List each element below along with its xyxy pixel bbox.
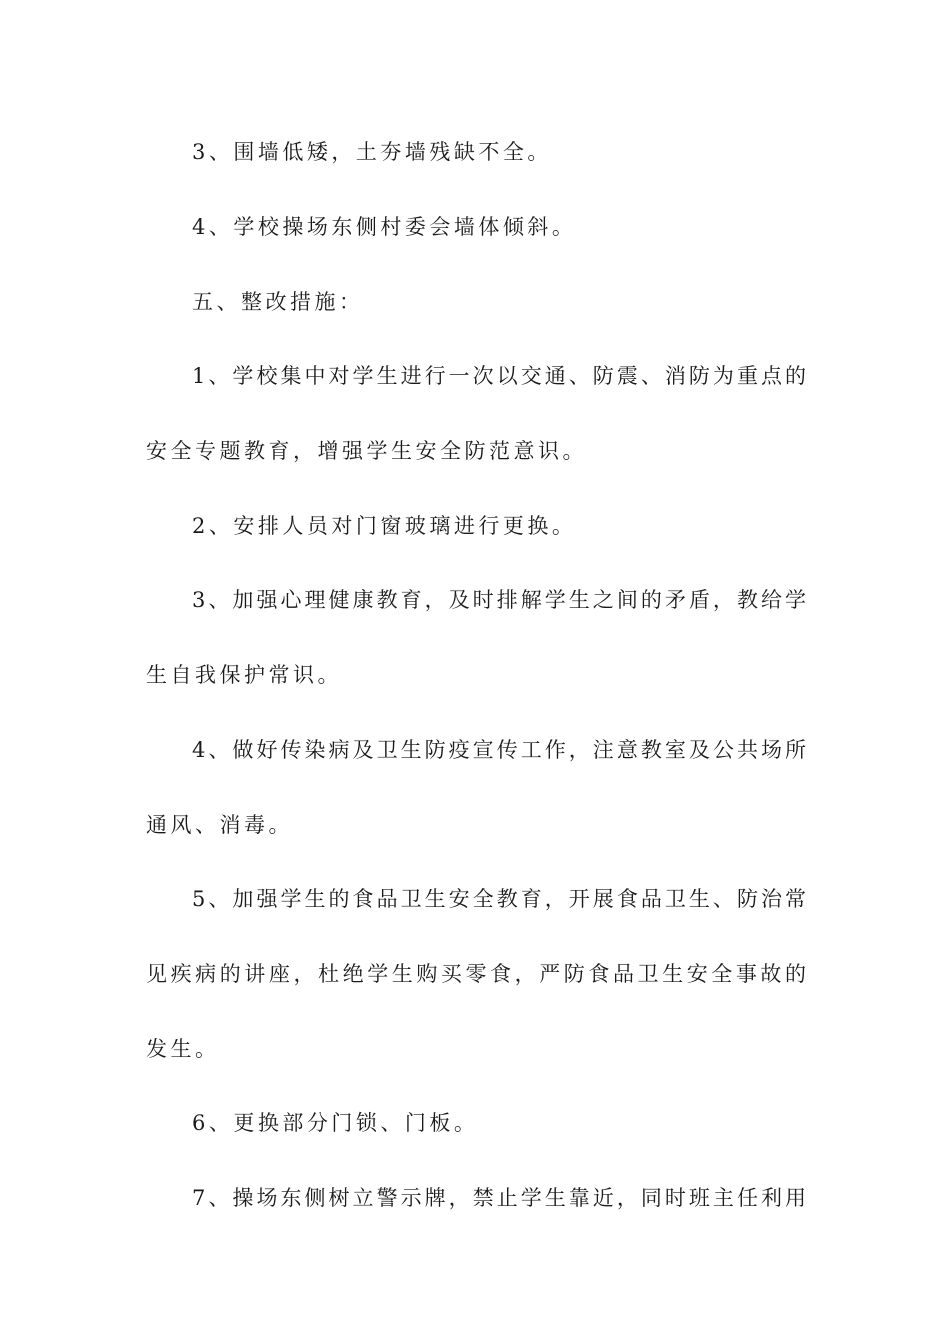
paragraph-line: 2、安排人员对门窗玻璃进行更换。 [192, 514, 577, 538]
paragraph-line: 5、加强学生的食品卫生安全教育，开展食品卫生、防治常 [192, 887, 806, 911]
paragraph-line: 通风、消毒。 [146, 813, 293, 837]
paragraph-line: 4、做好传染病及卫生防疫宣传工作，注意教室及公共场所 [192, 738, 806, 762]
paragraph-line: 3、加强心理健康教育，及时排解学生之间的矛盾，教给学 [192, 588, 806, 612]
paragraph-line: 6、更换部分门锁、门板。 [192, 1111, 479, 1135]
paragraph-line: 见疾病的讲座，杜绝学生购买零食，严防食品卫生安全事故的 [146, 962, 806, 986]
paragraph-line: 生自我保护常识。 [146, 663, 342, 687]
paragraph-line: 3、围墙低矮，土夯墙残缺不全。 [192, 140, 552, 164]
section-heading: 五、整改措施： [192, 290, 364, 314]
paragraph-line: 发生。 [146, 1037, 220, 1061]
paragraph-line: 安全专题教育，增强学生安全防范意识。 [146, 439, 587, 463]
paragraph-line: 1、学校集中对学生进行一次以交通、防震、消防为重点的 [192, 364, 806, 388]
paragraph-line: 4、学校操场东侧村委会墙体倾斜。 [192, 215, 577, 239]
paragraph-line: 7、操场东侧树立警示牌，禁止学生靠近，同时班主任利用 [192, 1186, 806, 1210]
